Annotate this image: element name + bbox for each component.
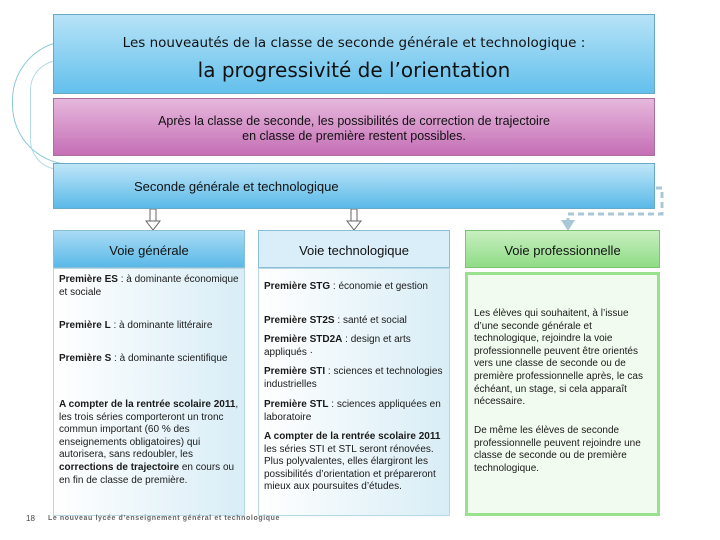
- paragraph: Les élèves qui souhaitent, à l’issue d’une seconde générale et technologique, rejoindre la voie professionnelle peuvent être orientés vers une classe de seconde ou de première professionnelle après, le cas échéant, un stage, si cela apparaît nécessaire.: [474, 308, 643, 408]
- list-item: Première ST2S : santé et social: [264, 315, 407, 326]
- column-voie-technologique: [258, 230, 450, 516]
- intro-line-1: Après la classe de seconde, les possibilités de correction de trajectoire: [158, 114, 550, 128]
- intro-banner: [53, 98, 655, 156]
- list-item: Première STD2A : design et arts appliqués ·: [264, 334, 411, 358]
- note: A compter de la rentrée scolaire 2011, les trois séries comporteront un tronc commun important (60 % des enseignements obligatoires) qui autorisera, sans redoubler, les corrections de trajectoire en cours ou en fin de classe de première.: [59, 399, 239, 486]
- title-line-2: la progressivité de l’orientation: [197, 58, 511, 82]
- seconde-label: Seconde générale et technologique: [134, 179, 339, 194]
- title-banner: [53, 14, 655, 94]
- list-item: Première STL : sciences appliquées en laboratoire: [264, 399, 441, 423]
- column-voie-professionnelle: [465, 230, 660, 516]
- intro-line-2: en classe de première restent possibles.: [242, 129, 466, 143]
- list-item: Première ES : à dominante économique et sociale: [59, 274, 239, 298]
- column-voie-generale: [53, 230, 245, 516]
- column-body: [258, 268, 450, 516]
- footer-text: Le nouveau lycée d’enseignement général et technologique: [48, 515, 280, 522]
- column-body: [53, 268, 245, 516]
- list-item: Première S : à dominante scientifique: [59, 353, 228, 364]
- arrow-down-icon: [346, 209, 362, 231]
- column-body: [465, 272, 660, 516]
- arrow-down-icon: [145, 209, 161, 231]
- list-item: Première STI : sciences et technologies industrielles: [264, 366, 443, 390]
- note: A compter de la rentrée scolaire 2011 les séries STI et STL seront rénovées. Plus polyvalentes, elles élargiront les possibilités d’orientation et prépareront mieux aux poursuites d’études.: [264, 431, 441, 493]
- column-title: Voie technologique: [258, 230, 450, 268]
- title-line-1: Les nouveautés de la classe de seconde générale et technologique :: [122, 35, 586, 51]
- column-title: Voie générale: [53, 230, 245, 268]
- list-item: Première STG : économie et gestion: [264, 281, 428, 292]
- dashed-arrow-icon: [560, 180, 670, 232]
- column-title: Voie professionnelle: [465, 230, 660, 268]
- page-number: 18: [26, 514, 35, 523]
- paragraph: De même les élèves de seconde professionnelle peuvent rejoindre une classe de seconde ou de première technologique.: [474, 425, 641, 474]
- list-item: Première L : à dominante littéraire: [59, 320, 213, 331]
